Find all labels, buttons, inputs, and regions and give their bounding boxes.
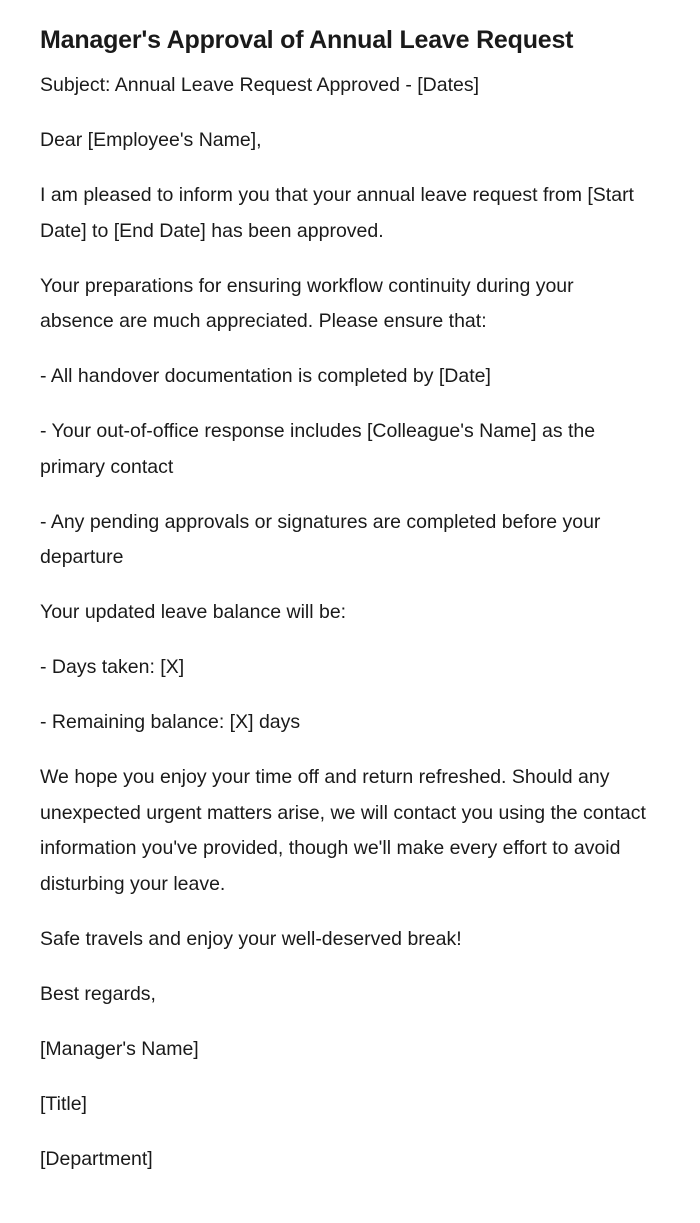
approval-paragraph: I am pleased to inform you that your annual leave request from [Start Date] to [End Date] has been approved. xyxy=(40,184,634,242)
sign-off: Best regards, xyxy=(40,982,156,1005)
closing-paragraph: We hope you enjoy your time off and return refreshed. Should any unexpected urgent matters arise, we will contact you using the contact information you've provided, though we'll make every effort to avoid disturbing your leave. xyxy=(40,766,646,895)
signature-manager-name: [Manager's Name] xyxy=(40,1037,199,1060)
checklist-item-handover: - All handover documentation is completed by [Date] xyxy=(40,365,491,387)
subject-line: Subject: Annual Leave Request Approved - [Dates] xyxy=(40,74,480,96)
signature-department: [Department] xyxy=(40,1147,153,1170)
leave-balance-intro: Your updated leave balance will be: xyxy=(40,601,347,623)
checklist-item-out-of-office: - Your out-of-office response includes [Colleague's Name] as the primary contact xyxy=(40,420,596,478)
preparations-paragraph: Your preparations for ensuring workflow continuity during your absence are much appreciated. Please ensure that: xyxy=(40,274,574,332)
farewell-line: Safe travels and enjoy your well-deserved break! xyxy=(40,927,462,950)
leave-balance-remaining: - Remaining balance: [X] days xyxy=(40,711,301,733)
salutation: Dear [Employee's Name], xyxy=(40,129,262,151)
leave-balance-days-taken: - Days taken: [X] xyxy=(40,656,185,678)
checklist-item-approvals: - Any pending approvals or signatures are completed before your departure xyxy=(40,510,601,568)
signature-title: [Title] xyxy=(40,1092,87,1115)
document-title: Manager's Approval of Annual Leave Request xyxy=(40,26,574,54)
document xyxy=(40,22,650,1197)
